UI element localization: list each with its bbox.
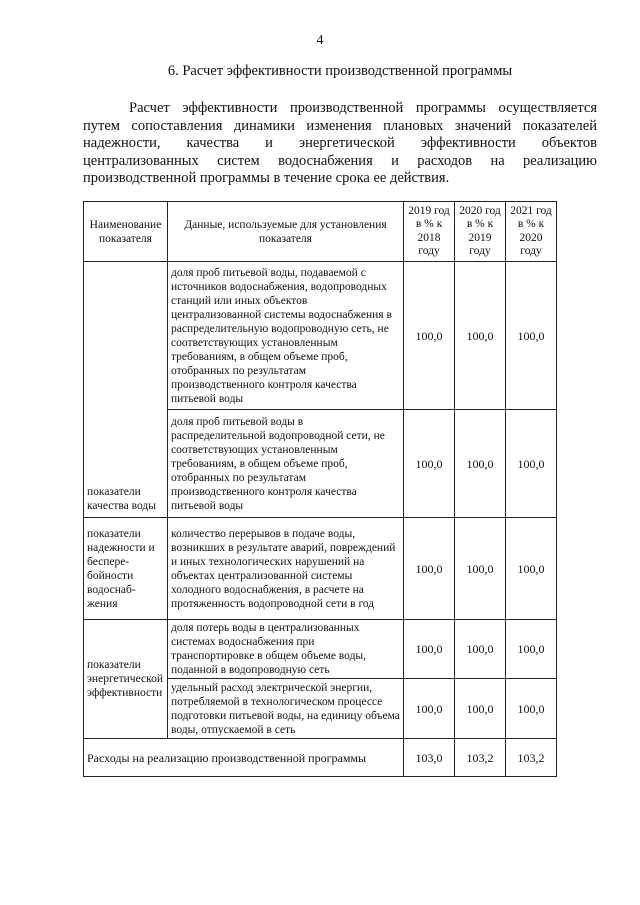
header-2021: 2021 год в % к 2020 году	[506, 202, 557, 262]
value-2021: 100,0	[506, 262, 557, 410]
total-row	[84, 739, 557, 777]
group-energy-efficiency: показатели энергетической эффективности	[84, 620, 168, 739]
total-2019: 103,0	[404, 739, 455, 777]
efficiency-table	[83, 201, 557, 777]
value-2019: 100,0	[404, 410, 455, 518]
total-label: Расходы на реализацию производственной программы	[84, 739, 404, 777]
header-2019: 2019 год в % к 2018 году	[404, 202, 455, 262]
value-2019: 100,0	[404, 620, 455, 679]
table-row	[84, 518, 557, 620]
value-2020: 100,0	[455, 679, 506, 739]
value-2020: 100,0	[455, 620, 506, 679]
value-2020: 100,0	[455, 518, 506, 620]
total-2020: 103,2	[455, 739, 506, 777]
value-2019: 100,0	[404, 262, 455, 410]
header-2020: 2020 год в % к 2019 году	[455, 202, 506, 262]
row-description: удельный расход электрической энергии, потребляемой в технологическом процессе подготовки питьевой воды, на единицу объема воды, отпускаемой в сеть	[168, 679, 404, 739]
value-2019: 100,0	[404, 679, 455, 739]
table-row	[84, 620, 557, 679]
group-reliability: показатели надежности и беспере-бойности водоснаб-жения	[84, 518, 168, 620]
value-2021: 100,0	[506, 518, 557, 620]
group-water-quality: показатели качества воды	[84, 262, 168, 518]
header-indicator-name: Наименование показателя	[84, 202, 168, 262]
page-number: 4	[316, 33, 324, 48]
value-2019: 100,0	[404, 518, 455, 620]
value-2021: 100,0	[506, 620, 557, 679]
total-2021: 103,2	[506, 739, 557, 777]
row-description: количество перерывов в подаче воды, возникших в результате аварий, повреждений и иных технологических нарушений на объектах централизованной системы холодного водоснабжения, в расчете на протяженность водопроводной сети в год	[168, 518, 404, 620]
table-header-row	[84, 202, 557, 262]
header-data-used: Данные, используемые для установления показателя	[168, 202, 404, 262]
value-2021: 100,0	[506, 410, 557, 518]
row-description: доля проб питьевой воды в распределительной водопроводной сети, не соответствующих установленным требованиям, в общем объеме проб, отобранных по результатам производственного контроля качества питьевой воды	[168, 410, 404, 518]
table-row	[84, 262, 557, 410]
value-2020: 100,0	[455, 262, 506, 410]
value-2020: 100,0	[455, 410, 506, 518]
row-description: доля проб питьевой воды, подаваемой с источников водоснабжения, водопроводных станций или иных объектов централизованной системы водоснабжения в распределительную водопроводную сеть, не соответствующих установленным требованиям, в общем объеме проб, отобранных по результатам производственного контроля качества питьевой воды	[168, 262, 404, 410]
intro-paragraph: Расчет эффективности производственной программы осуществляется путем сопоставления динамики изменения плановых значений показателей надежности, качества и энергетической эффективности объектов централизованных систем водоснабжения и расходов на реализацию производственной программы в течение срока ее действия.	[83, 100, 597, 187]
value-2021: 100,0	[506, 679, 557, 739]
section-heading: 6. Расчет эффективности производственной программы	[167, 63, 513, 79]
row-description: доля потерь воды в централизованных системах водоснабжения при транспортировке в общем объеме воды, поданной в водопроводную сеть	[168, 620, 404, 679]
